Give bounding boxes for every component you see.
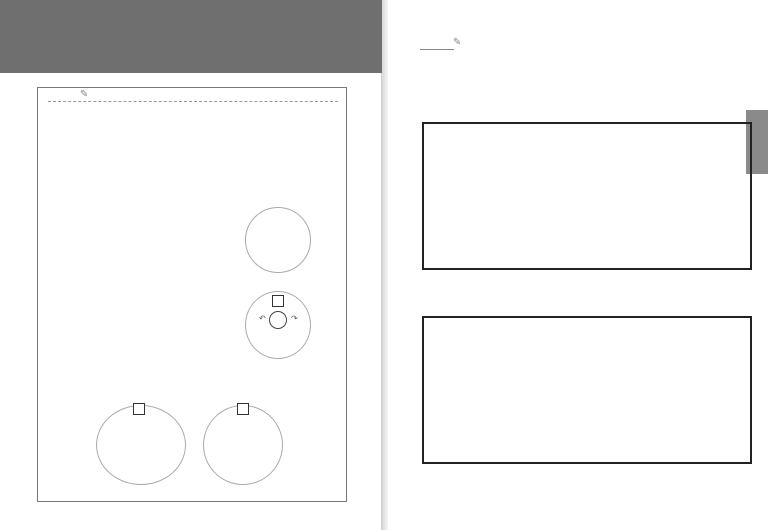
component-box <box>237 403 249 415</box>
arrow-left-icon: ↶ <box>259 314 266 323</box>
step-header <box>0 0 382 73</box>
kanji-circle-4 <box>203 405 283 485</box>
right-page <box>388 0 768 530</box>
exercise-panel-2 <box>422 316 752 464</box>
pencil-icon: ✎ <box>80 89 89 100</box>
left-page <box>0 0 382 530</box>
explanation-box <box>37 87 347 502</box>
arrow-right-icon: ↷ <box>291 314 298 323</box>
component-box <box>133 403 145 415</box>
section-divider <box>48 101 338 102</box>
pencil-icon: ✎ <box>453 37 462 48</box>
exercise-label <box>420 36 454 50</box>
exercise-panel-1 <box>422 122 752 270</box>
kanji-circle-1 <box>245 207 311 273</box>
component-circle <box>269 311 287 329</box>
component-box <box>272 295 284 307</box>
kanji-circle-3 <box>96 405 186 485</box>
